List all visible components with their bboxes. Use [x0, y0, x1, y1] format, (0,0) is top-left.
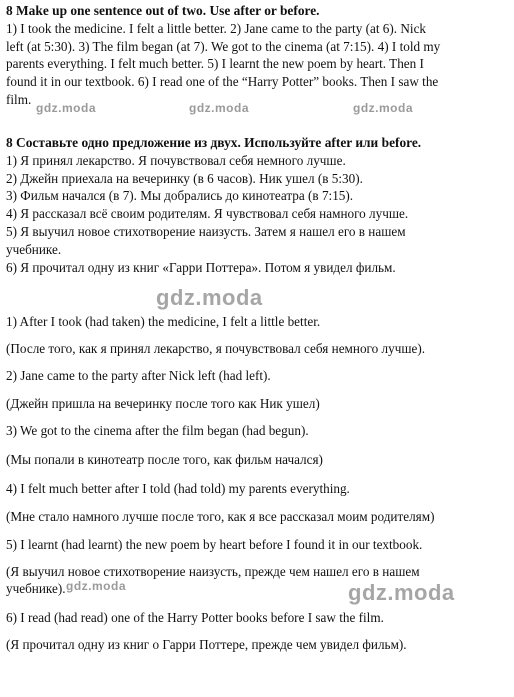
- russian-task-line: учебнике.: [6, 241, 62, 257]
- russian-task-line: 2) Джейн приехала на вечеринку (в 6 часов). Ник ушел (в 5:30).: [6, 170, 363, 186]
- russian-task-line: 6) Я прочитал одну из книг «Гарри Поттера». Потом я увидел фильм.: [6, 259, 396, 275]
- watermark: gdz.moda: [189, 101, 249, 115]
- answer-line: 2) Jane came to the party after Nick left (had left).: [6, 368, 271, 383]
- russian-task-title: 8 Составьте одно предложение из двух. Используйте after или before.: [6, 135, 422, 150]
- watermark: gdz.moda: [36, 101, 96, 115]
- watermark: gdz.moda: [348, 580, 455, 605]
- answer-line: (Мы попали в кинотеатр после того, как фильм начался): [6, 452, 323, 467]
- russian-task-line: 3) Фильм начался (в 7). Мы добрались до кинотеатра (в 7:15).: [6, 188, 354, 204]
- answer-line: 1) After I took (had taken) the medicine, I felt a little better.: [6, 314, 321, 329]
- russian-task-line: 5) Я выучил новое стихотворение наизусть. Затем я нашел его в нашем: [6, 223, 406, 239]
- english-task-line: 1) I took the medicine. I felt a little better. 2) Jane came to the party (at 6). Nick: [6, 20, 427, 36]
- answer-line: 5) I learnt (had learnt) the new poem by heart before I found it in our textbook.: [6, 537, 423, 552]
- english-task-line: parents everything. I felt much better. 5) I learnt the new poem by heart. Then I: [6, 56, 424, 72]
- russian-task-line: 4) Я рассказал всё своим родителям. Я чувствовал себя намного лучше.: [6, 206, 409, 222]
- english-task-line: left (at 5:30). 3) The film began (at 7). We got to the cinema (at 7:15). 4) I told my: [6, 38, 441, 54]
- answer-line: (Мне стало намного лучше после того, как я все рассказал моим родителям): [6, 509, 435, 524]
- english-task-line: found it in our textbook. 6) I read one of the “Harry Potter” books. Then I saw the: [6, 74, 439, 90]
- answer-line: 6) I read (had read) one of the Harry Potter books before I saw the film.: [6, 610, 384, 625]
- english-task-line: film.: [6, 91, 32, 107]
- watermark: gdz.moda: [156, 285, 263, 310]
- answer-line: 3) We got to the cinema after the film began (had begun).: [6, 423, 309, 438]
- answer-line: 4) I felt much better after I told (had told) my parents everything.: [6, 481, 350, 496]
- answer-line: (Я прочитал одну из книг о Гарри Поттере, прежде чем увидел фильм).: [6, 637, 407, 652]
- answer-line: учебнике).: [6, 581, 66, 596]
- english-task-title: 8 Make up one sentence out of two. Use after or before.: [6, 3, 320, 18]
- russian-task-line: 1) Я принял лекарство. Я почувствовал себя немного лучше.: [6, 152, 346, 168]
- watermark: gdz.moda: [353, 101, 413, 115]
- watermark: gdz.moda: [66, 579, 126, 593]
- answer-line: (Я выучил новое стихотворение наизусть, прежде чем нашел его в нашем: [6, 564, 420, 579]
- answer-line: (После того, как я принял лекарство, я почувствовал себя немного лучше).: [6, 341, 426, 356]
- english-task: [6, 2, 508, 109]
- answer-line: (Джейн пришла на вечеринку после того как Ник ушел): [6, 396, 320, 411]
- russian-task: [6, 134, 508, 276]
